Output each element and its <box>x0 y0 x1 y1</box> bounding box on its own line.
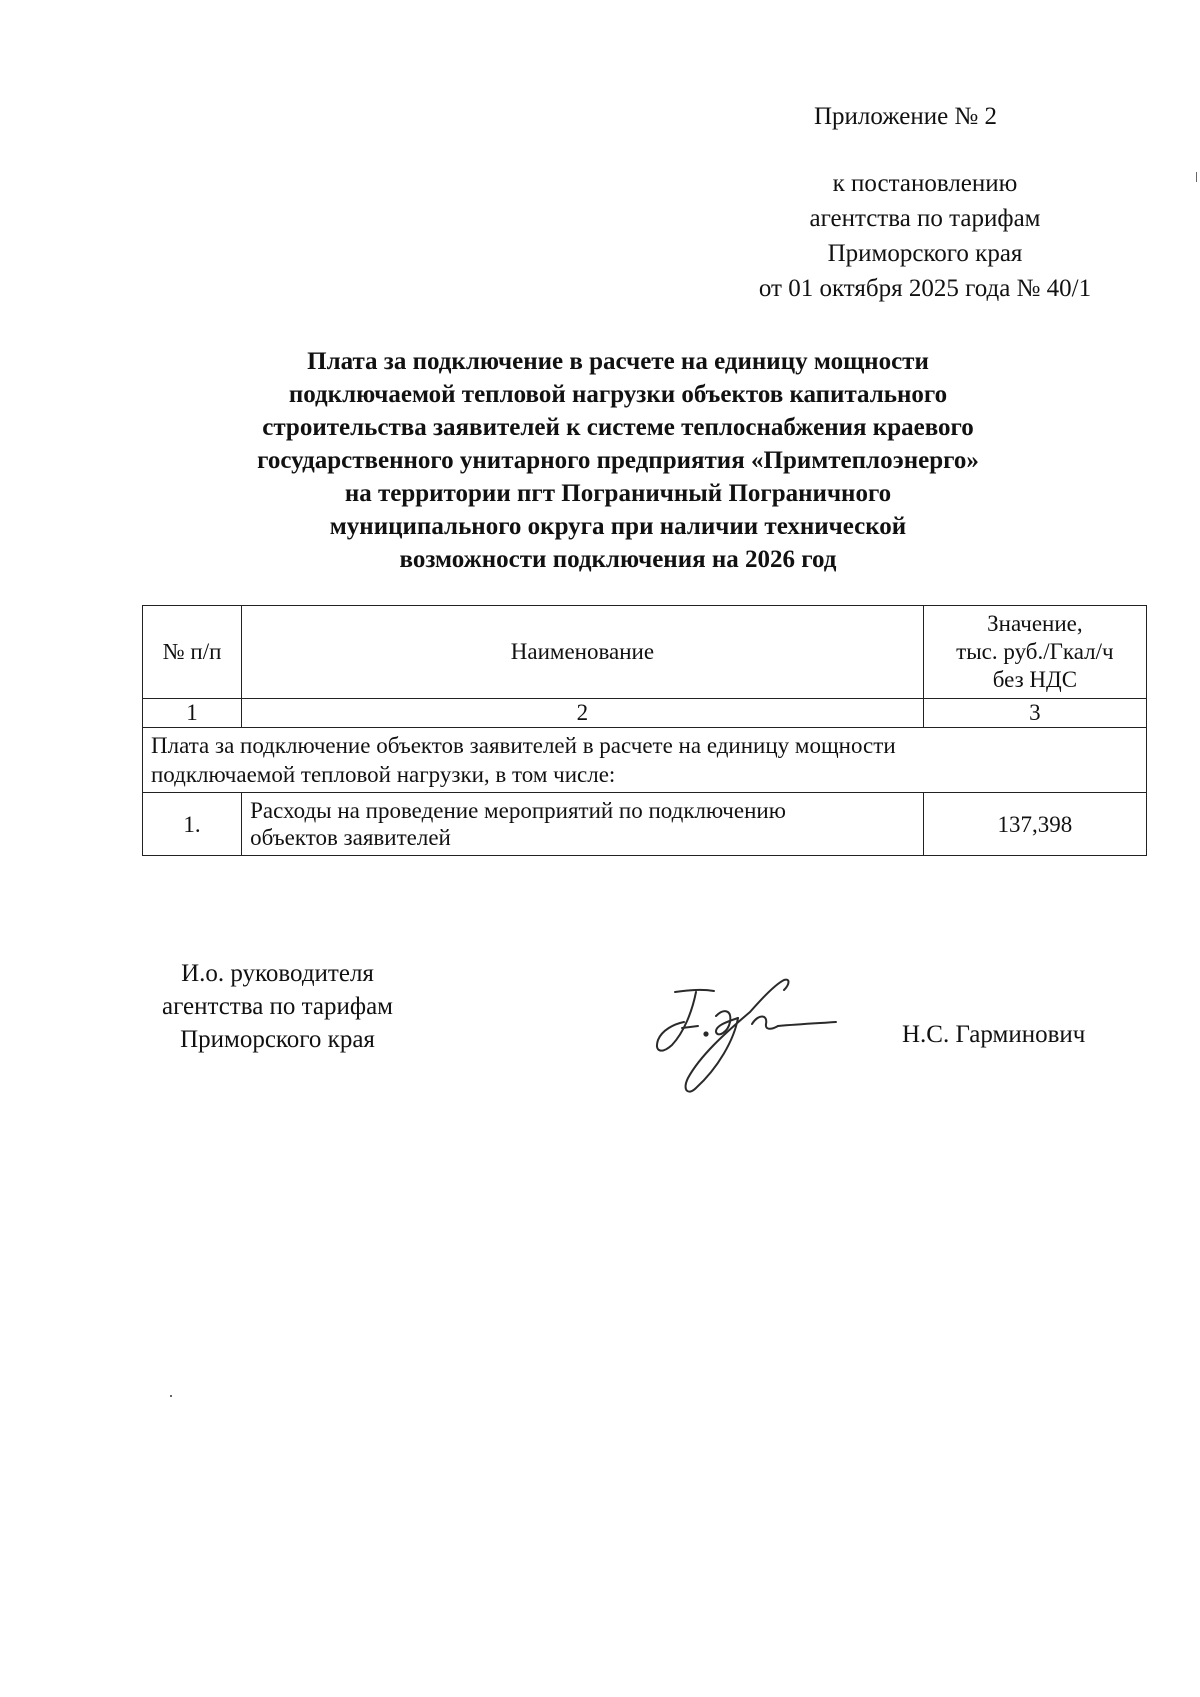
title-line: Плата за подключение в расчете на единицу мощности <box>307 348 929 375</box>
row-name-line: Расходы на проведение мероприятий по подключению <box>250 798 786 823</box>
title-line: возможности подключения на 2026 год <box>399 546 837 573</box>
title-line: подключаемой тепловой нагрузки объектов капитального <box>288 381 948 408</box>
header-value-line: тыс. руб./Гкал/ч <box>956 639 1114 664</box>
header-value-line: Значение, <box>987 611 1083 636</box>
appendix-number: Приложение № 2 <box>814 103 998 130</box>
column-number: 2 <box>242 699 924 728</box>
title-line: муниципального округа при наличии технической <box>329 513 907 540</box>
signer-name: Н.С. Гарминович <box>902 1021 1086 1048</box>
signer-position <box>130 957 425 1056</box>
title-line: строительства заявителей к системе теплоснабжения краевого <box>262 414 974 441</box>
signer-position-line: И.о. руководителя <box>181 960 374 987</box>
column-numbers-row <box>143 699 1147 728</box>
header-value <box>923 606 1146 699</box>
table-header-row <box>143 606 1147 699</box>
header-num: № п/п <box>143 606 242 699</box>
group-row-line: Плата за подключение объектов заявителей в расчете на единицу мощности <box>151 733 896 758</box>
document-title <box>160 345 1076 576</box>
group-row <box>143 728 1147 793</box>
signer-position-line: Приморского края <box>180 1026 375 1053</box>
scan-speck <box>170 1395 172 1397</box>
row-value: 137,398 <box>923 793 1146 856</box>
appendix-line: Приморского края <box>827 240 1023 267</box>
row-num: 1. <box>143 793 242 856</box>
row-name-line: объектов заявителей <box>250 825 451 850</box>
header-value-line: без НДС <box>992 667 1078 692</box>
group-row-line: подключаемой тепловой нагрузки, в том числе: <box>151 762 616 787</box>
tariff-table <box>142 605 1147 856</box>
appendix-line: агентства по тарифам <box>809 205 1041 232</box>
column-number: 1 <box>143 699 242 728</box>
handwritten-signature <box>640 950 840 1095</box>
row-name <box>242 793 924 856</box>
scan-speck <box>1196 172 1197 182</box>
header-name: Наименование <box>242 606 924 699</box>
title-line: на территории пгт Пограничный Пограничного <box>344 480 892 507</box>
appendix-details <box>700 167 1150 307</box>
column-number: 3 <box>923 699 1146 728</box>
signer-position-line: агентства по тарифам <box>161 993 394 1020</box>
title-line: государственного унитарного предприятия «Примтеплоэнерго» <box>257 447 979 474</box>
appendix-line: к постановлению <box>832 170 1018 197</box>
group-row-text <box>143 728 1147 793</box>
table-row <box>143 793 1147 856</box>
appendix-line: от 01 октября 2025 года № 40/1 <box>758 275 1092 302</box>
